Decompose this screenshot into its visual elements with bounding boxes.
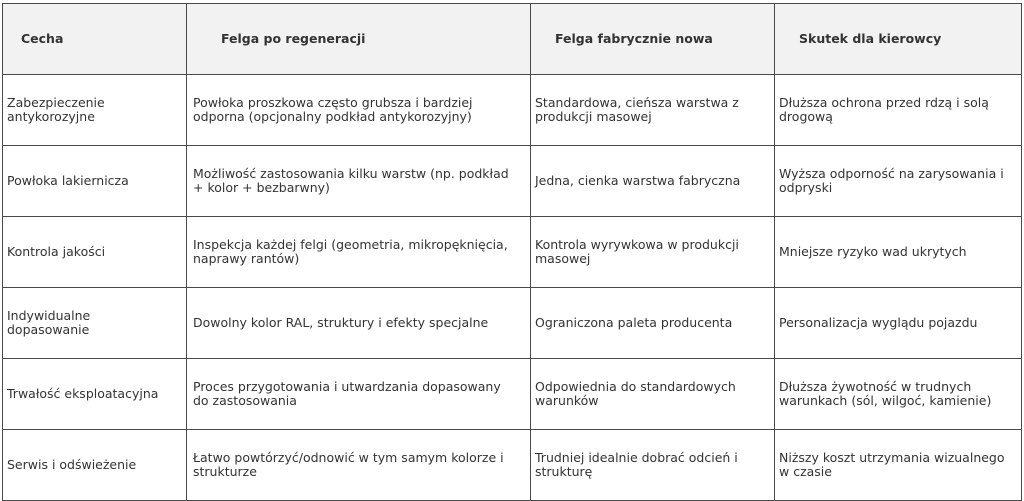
- cell-factory-new: Standardowa, cieńsza warstwa z produkcji masowej: [531, 75, 775, 146]
- table-row: [3, 217, 1022, 288]
- cell-driver-effect: Niższy koszt utrzymania wizualnego w czasie: [775, 430, 1022, 501]
- cell-driver-effect: Dłuższa ochrona przed rdzą i solą drogową: [775, 75, 1022, 146]
- cell-regenerated: Łatwo powtórzyć/odnowić w tym samym kolorze i strukturze: [187, 430, 531, 501]
- cell-feature: Trwałość eksploatacyjna: [3, 359, 187, 430]
- cell-feature: Powłoka lakiernicza: [3, 146, 187, 217]
- comparison-table: [2, 3, 1022, 501]
- cell-feature: Zabezpieczenie antykorozyjne: [3, 75, 187, 146]
- cell-factory-new: Kontrola wyrywkowa w produkcji masowej: [531, 217, 775, 288]
- cell-factory-new: Odpowiednia do standardowych warunków: [531, 359, 775, 430]
- header-cecha: Cecha: [3, 4, 187, 75]
- cell-regenerated: Proces przygotowania i utwardzania dopasowany do zastosowania: [187, 359, 531, 430]
- cell-factory-new: Jedna, cienka warstwa fabryczna: [531, 146, 775, 217]
- table-row: [3, 146, 1022, 217]
- cell-feature: Serwis i odświeżenie: [3, 430, 187, 501]
- cell-driver-effect: Mniejsze ryzyko wad ukrytych: [775, 217, 1022, 288]
- table-row: [3, 430, 1022, 501]
- header-row: [3, 4, 1022, 75]
- cell-regenerated: Dowolny kolor RAL, struktury i efekty specjalne: [187, 288, 531, 359]
- table-row: [3, 359, 1022, 430]
- table-row: [3, 288, 1022, 359]
- header-skutek-dla-kierowcy: Skutek dla kierowcy: [775, 4, 1022, 75]
- table-row: [3, 75, 1022, 146]
- cell-feature: Indywidualne dopasowanie: [3, 288, 187, 359]
- cell-regenerated: Możliwość zastosowania kilku warstw (np. podkład + kolor + bezbarwny): [187, 146, 531, 217]
- cell-driver-effect: Wyższa odporność na zarysowania i odpryski: [775, 146, 1022, 217]
- cell-driver-effect: Dłuższa żywotność w trudnych warunkach (sól, wilgoć, kamienie): [775, 359, 1022, 430]
- header-felga-po-regeneracji: Felga po regeneracji: [187, 4, 531, 75]
- cell-regenerated: Powłoka proszkowa często grubsza i bardziej odporna (opcjonalny podkład antykorozyjny): [187, 75, 531, 146]
- header-felga-fabrycznie-nowa: Felga fabrycznie nowa: [531, 4, 775, 75]
- cell-feature: Kontrola jakości: [3, 217, 187, 288]
- cell-regenerated: Inspekcja każdej felgi (geometria, mikropęknięcia, naprawy rantów): [187, 217, 531, 288]
- cell-factory-new: Trudniej idealnie dobrać odcień i strukturę: [531, 430, 775, 501]
- cell-driver-effect: Personalizacja wyglądu pojazdu: [775, 288, 1022, 359]
- cell-factory-new: Ograniczona paleta producenta: [531, 288, 775, 359]
